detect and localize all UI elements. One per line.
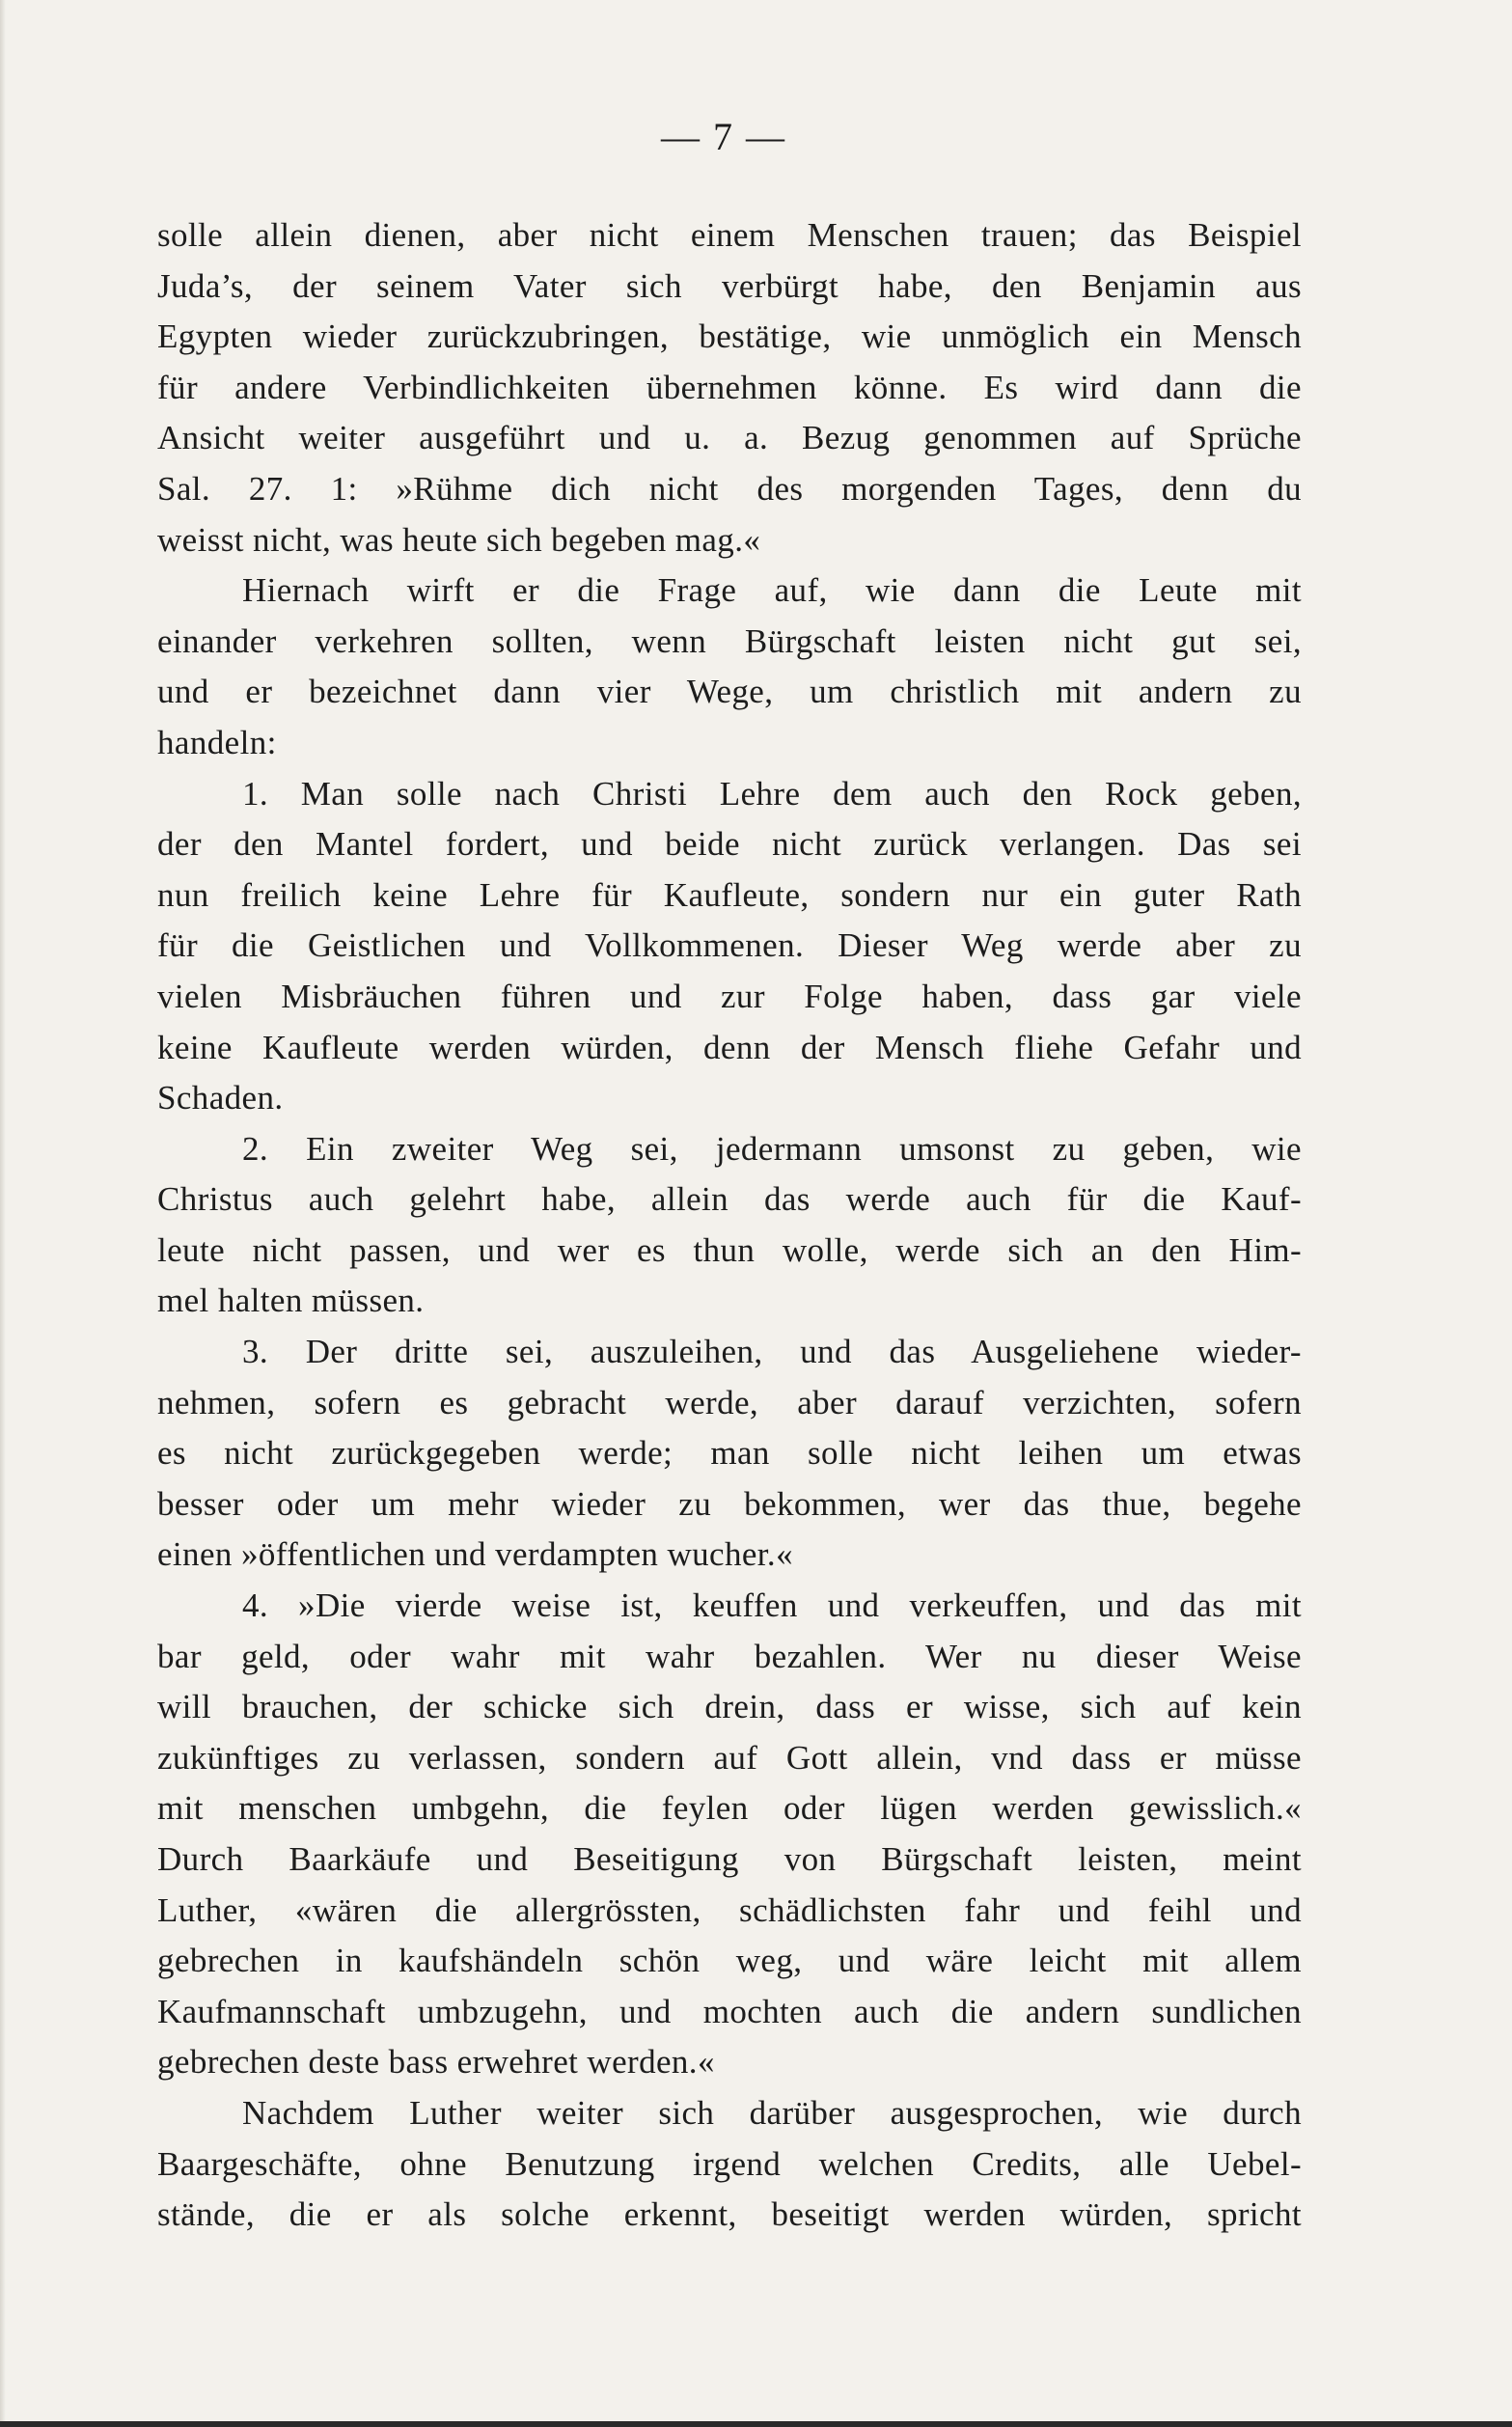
text-line: mit menschen umbgehn, die feylen oder lügen werden gewisslich.« (157, 1789, 1302, 1828)
text-line: Baargeschäfte, ohne Benutzung irgend welchen Credits, alle Uebel- (157, 2144, 1302, 2183)
text-line: für andere Verbindlichkeiten übernehmen könne. Es wird dann die (157, 368, 1302, 406)
page-edge-bottom (0, 2421, 1512, 2427)
text-line: weisst nicht, was heute sich begeben mag.« (157, 520, 761, 559)
text-line: nehmen, sofern es gebracht werde, aber darauf verzichten, sofern (157, 1383, 1302, 1421)
text-line: Nachdem Luther weiter sich darüber ausgesprochen, wie durch (242, 2093, 1302, 2132)
text-line: gebrechen deste bass erwehret werden.« (157, 2043, 715, 2082)
text-line: zukünftiges zu verlassen, sondern auf Gott allein, vnd dass er müsse (157, 1738, 1302, 1777)
text-line: einen »öffentlichen und verdampten wucher.« (157, 1535, 793, 1574)
text-line: Durch Baarkäufe und Beseitigung von Bürgschaft leisten, meint (157, 1840, 1302, 1878)
text-line: der den Mantel fordert, und beide nicht zurück verlangen. Das sei (157, 825, 1302, 864)
text-line: leute nicht passen, und wer es thun wolle, werde sich an den Him- (157, 1230, 1302, 1269)
text-line: besser oder um mehr wieder zu bekommen, wer das thue, begehe (157, 1484, 1302, 1523)
text-line: und er bezeichnet dann vier Wege, um christlich mit andern zu (157, 673, 1302, 711)
text-line: gebrechen in kaufshändeln schön weg, und wäre leicht mit allem (157, 1942, 1302, 1980)
text-line: Luther, «wären die allergrössten, schädlichsten fahr und feihl und (157, 1890, 1302, 1929)
text-line: Kaufmannschaft umbzugehn, und mochten auch die andern sundlichen (157, 1992, 1302, 2030)
text-line: solle allein dienen, aber nicht einem Menschen trauen; das Beispiel (157, 216, 1302, 254)
text-line: nun freilich keine Lehre für Kaufleute, sondern nur ein guter Rath (157, 875, 1302, 914)
text-line: 4. »Die vierde weise ist, keuffen und verkeuffen, und das mit (242, 1586, 1302, 1625)
text-line: Sal. 27. 1: »Rühme dich nicht des morgenden Tages, denn du (157, 469, 1302, 508)
text-line: Ansicht weiter ausgeführt und u. a. Bezug genommen auf Sprüche (157, 419, 1302, 457)
text-line: 2. Ein zweiter Weg sei, jedermann umsonst zu geben, wie (242, 1129, 1302, 1168)
page-number: — 7 — (661, 115, 786, 158)
body-text (157, 210, 1302, 2241)
text-line: handeln: (157, 723, 277, 761)
text-line: stände, die er als solche erkennt, beseitigt werden würden, spricht (157, 2195, 1302, 2234)
text-line: Egypten wieder zurückzubringen, bestätige, wie unmöglich ein Mensch (157, 317, 1302, 356)
text-line: will brauchen, der schicke sich drein, dass er wisse, sich auf kein (157, 1688, 1302, 1726)
text-line: einander verkehren sollten, wenn Bürgschaft leisten nicht gut sei, (157, 621, 1302, 660)
page-edge-left (0, 0, 6, 2427)
text-line: Juda’s, der seinem Vater sich verbürgt habe, den Benjamin aus (157, 266, 1302, 305)
text-line: 1. Man solle nach Christi Lehre dem auch den Rock geben, (242, 774, 1302, 813)
text-line: Schaden. (157, 1079, 284, 1117)
text-line: Hiernach wirft er die Frage auf, wie dann die Leute mit (242, 571, 1302, 610)
text-line: keine Kaufleute werden würden, denn der Mensch fliehe Gefahr und (157, 1028, 1302, 1066)
text-line: mel halten müssen. (157, 1282, 425, 1320)
text-line: bar geld, oder wahr mit wahr bezahlen. Wer nu dieser Weise (157, 1637, 1302, 1675)
text-line: es nicht zurückgegeben werde; man solle nicht leihen um etwas (157, 1434, 1302, 1473)
text-line: vielen Misbräuchen führen und zur Folge haben, dass gar viele (157, 977, 1302, 1015)
text-line: Christus auch gelehrt habe, allein das werde auch für die Kauf- (157, 1180, 1302, 1219)
text-line: 3. Der dritte sei, auszuleihen, und das Ausgeliehene wieder- (242, 1333, 1302, 1371)
text-line: für die Geistlichen und Vollkommenen. Dieser Weg werde aber zu (157, 926, 1302, 965)
